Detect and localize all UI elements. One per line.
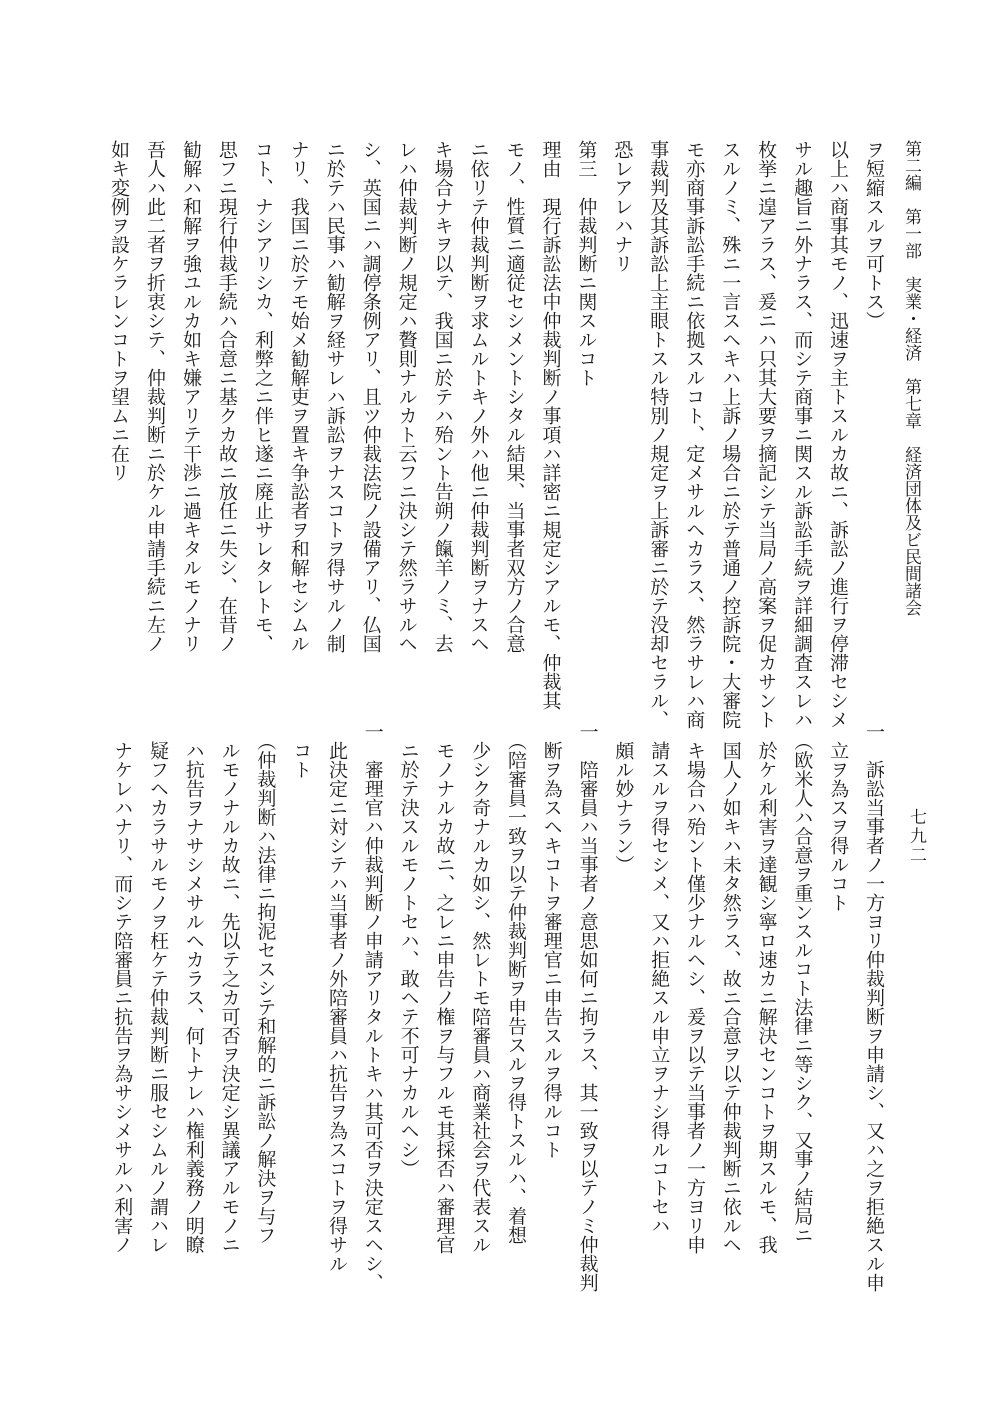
text-column: コト、ナシアリシカ、利弊之ニ伴ヒ遂ニ廃止サレタレトモ、: [251, 140, 274, 653]
page-number: 七九二: [906, 808, 926, 865]
text-column: スルノミ、殊ニ一言スヘキハ上訴ノ場合ニ於テ普通ノ控訴院・大審院: [719, 140, 742, 729]
text-column: 事裁判及其訴訟上主眼トスル特別ノ規定ヲ上訴審ニ於テ没却セラル、: [647, 140, 670, 729]
text-column: 立ヲ為スヲ得ルコト: [827, 722, 850, 912]
text-column: 一 陪審員ハ当事者ノ意思如何ニ拘ラス、其一致ヲ以テノミ仲裁判: [576, 722, 599, 1292]
text-column: シ、英国ニハ調停条例アリ、且ツ仲裁法院ノ設備アリ、仏国: [359, 140, 382, 653]
text-column: ニ依リテ仲裁判断ヲ求ムルトキノ外ハ他ニ仲裁判断ヲナスヘ: [467, 140, 490, 653]
text-column: 請スルヲ得セシメ、又ハ拒絶スル申立ヲナシ得ルコトセハ: [648, 722, 671, 1235]
text-column: 一 審理官ハ仲裁判断ノ申請アリタルトキハ其可否ヲ決定スヘシ、: [361, 722, 384, 1292]
text-column: 国人ノ如キハ未タ然ラス、故ニ合意ヲ以テ仲裁判断ニ依ルヘ: [719, 722, 742, 1254]
text-column: キ場合ナキヲ以テ、我国ニ於テハ殆ント告朔ノ餼羊ノミ、去: [431, 140, 454, 653]
text-column: モノナルカ故ニ、之レニ申告ノ権ヲ与フルモ其採否ハ審理官: [433, 722, 456, 1254]
running-header: 第二編 第一部 実業・経済 第七章 経済団体及ビ民間諸会: [901, 140, 921, 616]
text-column: キ場合ハ殆ント僅少ナルヘシ、爰ヲ以テ当事者ノ一方ヨリ申: [684, 722, 706, 1254]
text-column: 断ヲ為スヘキコトヲ審理官ニ申告スルヲ得ルコト: [540, 722, 563, 1159]
text-column: 此決定ニ対シテハ当事者ノ外陪審員ハ抗告ヲ為スコトヲ得サル: [326, 722, 348, 1273]
text-column: 思フニ現行仲裁手続ハ合意ニ基クカ故ニ放任ニ失シ、在昔ノ: [215, 140, 238, 653]
text-column: （欧米人ハ合意ヲ重ンスルコト法律ニ等シク、又事ノ結局ニ: [791, 722, 814, 1245]
text-column: （陪審員一致ヲ以テ仲裁判断ヲ申告スルヲ得トスルハ、着想: [505, 722, 527, 1245]
text-column: 理由 現行訴訟法中仲裁判断ノ事項ハ詳密ニ規定シアルモ、仲裁其: [539, 140, 562, 710]
text-column: 恐レアレハナリ: [611, 140, 634, 273]
text-column: 少シク奇ナルカ如シ、然レトモ陪審員ハ商業社会ヲ代表スル: [469, 722, 492, 1254]
text-column: サル趣旨ニ外ナラス、而シテ商事ニ関スル訴訟手続ヲ詳細調査スレハ: [791, 140, 814, 729]
text-column: 一 訴訟当事者ノ一方ヨリ仲裁判断ヲ申請シ、又ハ之ヲ拒絶スル申: [863, 722, 885, 1292]
text-column: ハ抗告ヲナサシメサルヘカラス、何トナレハ権利義務ノ明瞭: [182, 722, 205, 1254]
text-column: ナケレハナリ、而シテ陪審員ニ抗告ヲ為サシメサルハ利害ノ: [111, 722, 134, 1254]
text-column: 枚挙ニ遑アラス、爰ニハ只其大要ヲ摘記シテ当局ノ高案ヲ促カサント: [755, 140, 778, 729]
text-column: 如キ変例ヲ設ケラレンコトヲ望ムニ在リ: [108, 140, 131, 482]
text-column: ニ於テ決スルモノトセハ、敢ヘテ不可ナカルヘシ）: [397, 722, 420, 1178]
text-column: 吾人ハ此二者ヲ折衷シテ、仲裁判断ニ於ケル申請手続ニ左ノ: [144, 140, 166, 653]
text-column: 頗ル妙ナラン）: [612, 722, 635, 874]
text-column: 於ケル利害ヲ達観シ寧ロ速カニ解決センコトヲ期スルモ、我: [755, 722, 778, 1254]
text-column: ルモノナルカ故ニ、先以テ之カ可否ヲ決定シ異議アルモノニ: [218, 722, 241, 1254]
text-column: 疑フヘカラサルモノヲ枉ケテ仲裁判断ニ服セシムルノ謂ハレ: [147, 722, 169, 1254]
text-column: 第三 仲裁判断ニ関スルコト: [575, 140, 598, 387]
text-column: 以上ハ商事其モノ、迅速ヲ主トスルカ故ニ、訴訟ノ進行ヲ停滞セシメ: [827, 140, 850, 729]
text-column: （仲裁判断ハ法律ニ拘泥セスシテ和解的ニ訴訟ノ解決ヲ与フ: [254, 722, 277, 1245]
text-column: レハ仲裁判断ノ規定ハ贅則ナルカト云フニ決シテ然ラサルヘ: [395, 140, 418, 653]
text-column: 勧解ハ和解ヲ強ユルカ如キ嫌アリテ干渉ニ過キタルモノナリ: [179, 140, 202, 653]
text-column: ナリ、我国ニ於テモ始メ勧解吏ヲ置キ争訟者ヲ和解セシムル: [287, 140, 310, 653]
text-column: コト: [290, 722, 313, 779]
text-column: ニ於テハ民事ハ勧解ヲ経サレハ訴訟ヲナスコトヲ得サルノ制: [323, 140, 346, 653]
text-column: モ亦商事訴訟手続ニ依拠スルコト、定メサルヘカラス、然ラサレハ商: [683, 140, 706, 729]
text-column: ヲ短縮スルヲ可トス）: [863, 140, 885, 330]
text-column: モノ、性質ニ適従セシメントシタル結果、当事者双方ノ合意: [503, 140, 526, 653]
